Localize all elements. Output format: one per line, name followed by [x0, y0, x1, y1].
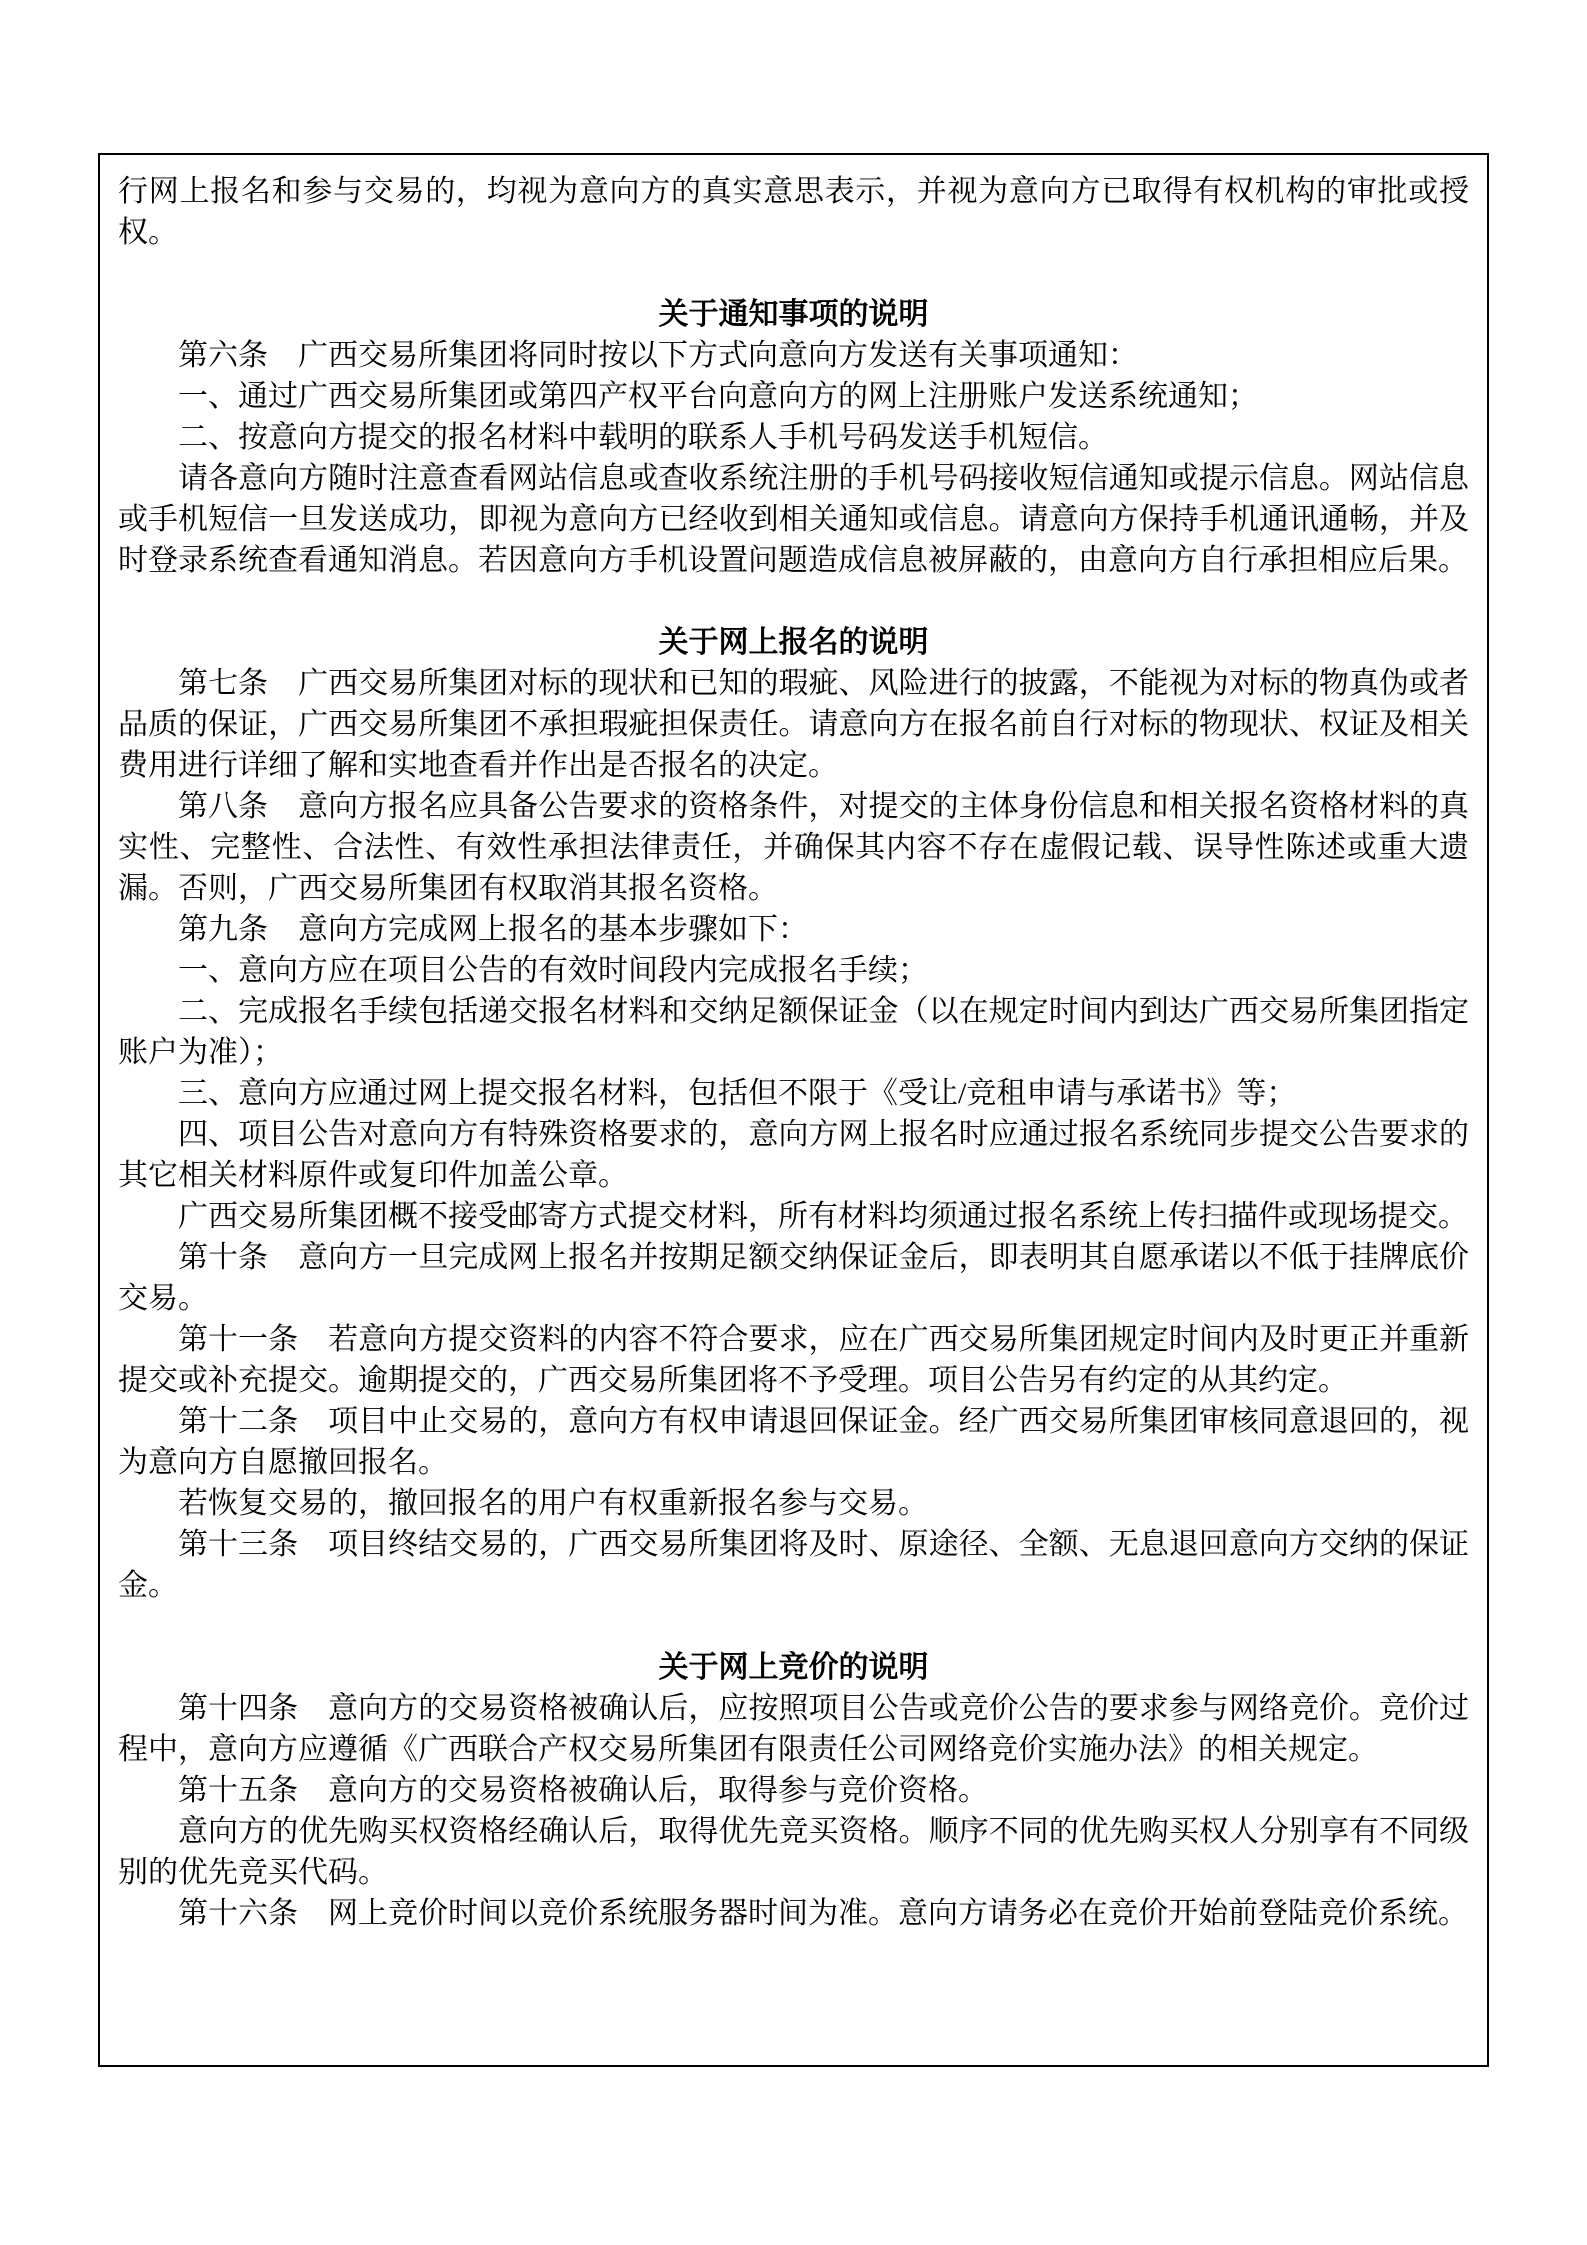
paragraph: 二、按意向方提交的报名材料中载明的联系人手机号码发送手机短信。 — [178, 421, 1108, 454]
paragraph: 二、完成报名手续包括递交报名材料和交纳足额保证金（以在规定时间内到达广西交易所集团指定账户为准）； — [118, 995, 1469, 1069]
paragraph: 第十一条 若意向方提交资料的内容不符合要求，应在广西交易所集团规定时间内及时更正并重新提交或补充提交。逾期提交的，广西交易所集团将不予受理。项目公告另有约定的从其约定。 — [118, 1323, 1469, 1397]
paragraph: 第十五条 意向方的交易资格被确认后，取得参与竞价资格。 — [178, 1774, 988, 1807]
paragraph: 第八条 意向方报名应具备公告要求的资格条件，对提交的主体身份信息和相关报名资格材料的真实性、完整性、合法性、有效性承担法律责任，并确保其内容不存在虚假记载、误导性陈述或重大遗漏。否则，广西交易所集团有权取消其报名资格。 — [118, 790, 1469, 905]
paragraph: 一、意向方应在项目公告的有效时间段内完成报名手续； — [178, 954, 928, 987]
paragraph: 第十条 意向方一旦完成网上报名并按期足额交纳保证金后，即表明其自愿承诺以不低于挂牌底价交易。 — [118, 1241, 1469, 1315]
document-content-box — [98, 153, 1489, 2067]
paragraph: 一、通过广西交易所集团或第四产权平台向意向方的网上注册账户发送系统通知； — [178, 380, 1258, 413]
section-heading: 关于网上竞价的说明 — [658, 1651, 929, 1684]
paragraph: 四、项目公告对意向方有特殊资格要求的，意向方网上报名时应通过报名系统同步提交公告要求的其它相关材料原件或复印件加盖公章。 — [118, 1118, 1469, 1192]
section-heading: 关于通知事项的说明 — [658, 298, 929, 331]
paragraph: 广西交易所集团概不接受邮寄方式提交材料，所有材料均须通过报名系统上传扫描件或现场提交。 — [178, 1200, 1468, 1233]
section-heading: 关于网上报名的说明 — [658, 626, 929, 659]
paragraph: 第七条 广西交易所集团对标的现状和已知的瑕疵、风险进行的披露，不能视为对标的物真伪或者品质的保证，广西交易所集团不承担瑕疵担保责任。请意向方在报名前自行对标的物现状、权证及相关费用进行详细了解和实地查看并作出是否报名的决定。 — [118, 667, 1469, 782]
paragraph: 请各意向方随时注意查看网站信息或查收系统注册的手机号码接收短信通知或提示信息。网站信息或手机短信一旦发送成功，即视为意向方已经收到相关通知或信息。请意向方保持手机通讯通畅，并及时登录系统查看通知消息。若因意向方手机设置问题造成信息被屏蔽的，由意向方自行承担相应后果。 — [118, 462, 1469, 577]
paragraph: 第十三条 项目终结交易的，广西交易所集团将及时、原途径、全额、无息退回意向方交纳的保证金。 — [118, 1528, 1469, 1602]
paragraph: 三、意向方应通过网上提交报名材料，包括但不限于《受让/竞租申请与承诺书》等； — [178, 1077, 1297, 1110]
paragraph: 意向方的优先购买权资格经确认后，取得优先竞买资格。顺序不同的优先购买权人分别享有不同级别的优先竞买代码。 — [118, 1815, 1469, 1889]
paragraph: 第十四条 意向方的交易资格被确认后，应按照项目公告或竞价公告的要求参与网络竞价。竞价过程中，意向方应遵循《广西联合产权交易所集团有限责任公司网络竞价实施办法》的相关规定。 — [118, 1692, 1469, 1766]
paragraph: 第六条 广西交易所集团将同时按以下方式向意向方发送有关事项通知： — [178, 339, 1138, 372]
paragraph: 若恢复交易的，撤回报名的用户有权重新报名参与交易。 — [178, 1487, 928, 1520]
paragraph: 第九条 意向方完成网上报名的基本步骤如下： — [178, 913, 808, 946]
paragraph: 行网上报名和参与交易的，均视为意向方的真实意思表示，并视为意向方已取得有权机构的审批或授权。 — [118, 175, 1469, 249]
paragraph: 第十二条 项目中止交易的，意向方有权申请退回保证金。经广西交易所集团审核同意退回的，视为意向方自愿撤回报名。 — [118, 1405, 1469, 1479]
paragraph: 第十六条 网上竞价时间以竞价系统服务器时间为准。意向方请务必在竞价开始前登陆竞价系统。 — [178, 1897, 1468, 1930]
